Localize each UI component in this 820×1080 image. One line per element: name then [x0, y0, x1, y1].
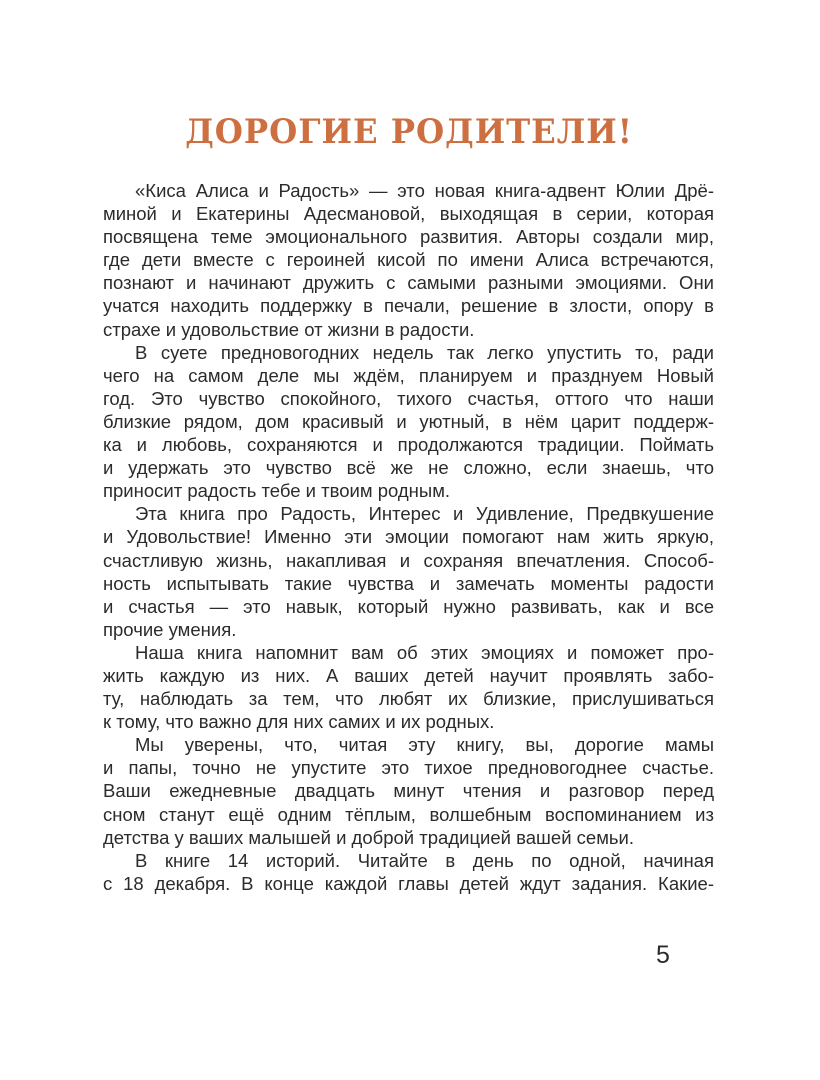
text-line: и папы, точно не упустите это тихое предновогоднее счастье.	[103, 757, 714, 779]
text-line: и удержать это чувство всё же не сложно, если знаешь, что	[103, 457, 714, 479]
text-line: год. Это чувство спокойного, тихого счастья, оттого что наши	[103, 387, 714, 409]
text-line: страхе и удовольствие от жизни в радости.	[103, 318, 475, 340]
text-line: близкие рядом, дом красивый и уютный, в нём царит поддерж-	[103, 410, 714, 432]
paragraph	[103, 341, 714, 503]
page-title: ДОРОГИЕ РОДИТЕЛИ!	[185, 112, 633, 152]
text-line: учатся находить поддержку в печали, решение в злости, опору в	[103, 295, 714, 317]
text-line: где дети вместе с героиней кисой по имени Алиса встречаются,	[103, 249, 714, 271]
paragraph	[103, 849, 714, 895]
text-line: Наша книга напомнит вам об этих эмоциях и поможет про-	[135, 641, 714, 663]
paragraph	[103, 179, 714, 341]
text-line: Мы уверены, что, читая эту книгу, вы, дорогие мамы	[135, 734, 714, 756]
text-line: ка и любовь, сохраняются и продолжаются традиции. Поймать	[103, 434, 714, 456]
paragraph	[103, 502, 714, 641]
text-line: миной и Екатерины Адесмановой, выходящая в серии, которая	[103, 203, 714, 225]
text-line: ность испытывать такие чувства и замечать моменты радости	[103, 572, 714, 594]
text-line: В книге 14 историй. Читайте в день по одной, начиная	[135, 849, 714, 871]
text-line: Эта книга про Радость, Интерес и Удивление, Предвкушение	[135, 503, 714, 525]
text-line: прочие умения.	[103, 618, 237, 640]
text-line: детства у ваших малышей и доброй традицией вашей семьи.	[103, 826, 635, 848]
text-line: жить каждую из них. А ваших детей научит проявлять забо-	[103, 664, 714, 686]
text-line: «Киса Алиса и Радость» — это новая книга-адвент Юлии Дрё-	[135, 180, 714, 201]
paragraph	[103, 733, 714, 848]
text-line: и счастья — это навык, который нужно развивать, как и все	[103, 595, 714, 617]
text-line: чего на самом деле мы ждём, планируем и празднуем Новый	[103, 364, 714, 386]
text-line: счастливую жизнь, накапливая и сохраняя впечатления. Способ-	[103, 549, 714, 571]
text-line: Ваши ежедневные двадцать минут чтения и разговор перед	[103, 780, 714, 802]
text-line: посвящена теме эмоционального развития. Авторы создали мир,	[103, 226, 714, 248]
text-line: ту, наблюдать за тем, что любят их близкие, прислушиваться	[103, 688, 714, 710]
text-block	[103, 179, 714, 895]
text-line: и Удовольствие! Именно эти эмоции помогают нам жить яркую,	[103, 526, 714, 548]
text-line: познают и начинают дружить с самыми разными эмоциями. Они	[103, 272, 714, 294]
text-line: приносит радость тебе и твоим родным.	[103, 480, 451, 502]
text-line: к тому, что важно для них самих и их родных.	[103, 711, 495, 733]
text-line: В суете предновогодних недель так легко упустить то, ради	[135, 341, 714, 363]
page-number: 5	[656, 941, 670, 969]
paragraph	[103, 641, 714, 733]
text-line: с 18 декабря. В конце каждой главы детей ждут задания. Какие-	[103, 872, 714, 894]
text-line: сном станут ещё одним тёплым, волшебным воспоминанием из	[103, 803, 714, 825]
